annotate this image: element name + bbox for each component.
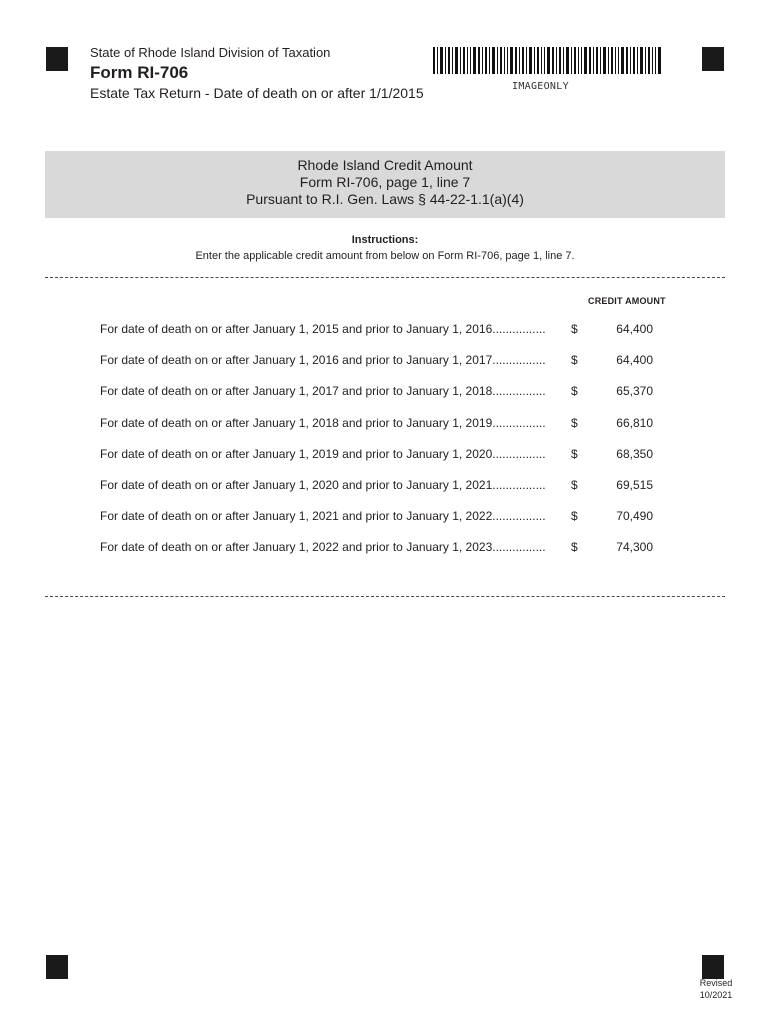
revision-note: [690, 977, 742, 1001]
row-description: For date of death on or after January 1, 2017 and prior to January 1, 2018................: [100, 384, 546, 398]
dollar-sign: $: [571, 384, 578, 398]
image-only-label: IMAGEONLY: [512, 81, 569, 92]
row-description: For date of death on or after January 1, 2018 and prior to January 1, 2019................: [100, 416, 546, 430]
credit-amount: 64,400: [616, 322, 653, 336]
credit-amount: 66,810: [616, 416, 653, 430]
box-form-reference: Form RI-706, page 1, line 7: [299, 174, 471, 190]
box-law-reference: Pursuant to R.I. Gen. Laws § 44-22-1.1(a)(4): [246, 191, 524, 207]
row-description: For date of death on or after January 1, 2022 and prior to January 1, 2023................: [100, 540, 546, 554]
box-title: Rhode Island Credit Amount: [297, 157, 473, 173]
form-number: Form RI-706: [90, 63, 189, 82]
agency-name: State of Rhode Island Division of Taxation: [90, 45, 331, 60]
registration-mark-bottom-left: [46, 955, 68, 979]
registration-mark-top-right: [702, 47, 724, 71]
credit-amount: 68,350: [616, 447, 653, 461]
revised-date: 10/2021: [699, 990, 733, 1000]
table-row: [0, 447, 770, 465]
registration-mark-top-left: [46, 47, 68, 71]
row-description: For date of death on or after January 1, 2021 and prior to January 1, 2022................: [100, 509, 546, 523]
dollar-sign: $: [571, 509, 578, 523]
credit-amount: 65,370: [616, 384, 653, 398]
credit-amount-column-header: CREDIT AMOUNT: [588, 296, 666, 306]
barcode-image: [433, 47, 661, 74]
instructions-text: Enter the applicable credit amount from below on Form RI-706, page 1, line 7.: [195, 250, 575, 262]
dashed-divider-bottom: [45, 596, 725, 597]
registration-mark-bottom-right: [702, 955, 724, 979]
instructions-title: Instructions:: [351, 234, 419, 246]
dollar-sign: $: [571, 540, 578, 554]
row-description: For date of death on or after January 1, 2015 and prior to January 1, 2016................: [100, 322, 546, 336]
dollar-sign: $: [571, 322, 578, 336]
dollar-sign: $: [571, 353, 578, 367]
dollar-sign: $: [571, 416, 578, 430]
table-row: [0, 416, 770, 434]
credit-amount: 69,515: [616, 478, 653, 492]
table-row: [0, 478, 770, 496]
row-description: For date of death on or after January 1, 2020 and prior to January 1, 2021................: [100, 478, 546, 492]
dollar-sign: $: [571, 478, 578, 492]
table-row: [0, 509, 770, 527]
row-description: For date of death on or after January 1, 2019 and prior to January 1, 2020................: [100, 447, 546, 461]
table-row: [0, 384, 770, 402]
credit-amount: 64,400: [616, 353, 653, 367]
form-subtitle: Estate Tax Return - Date of death on or after 1/1/2015: [90, 85, 424, 101]
dollar-sign: $: [571, 447, 578, 461]
credit-amount: 74,300: [616, 540, 653, 554]
credit-amount: 70,490: [616, 509, 653, 523]
table-row: [0, 540, 770, 558]
revised-label: Revised: [699, 978, 733, 988]
row-description: For date of death on or after January 1, 2016 and prior to January 1, 2017................: [100, 353, 546, 367]
dashed-divider-top: [45, 277, 725, 278]
table-row: [0, 353, 770, 371]
credit-amount-heading-box: [45, 151, 725, 218]
table-row: [0, 322, 770, 340]
